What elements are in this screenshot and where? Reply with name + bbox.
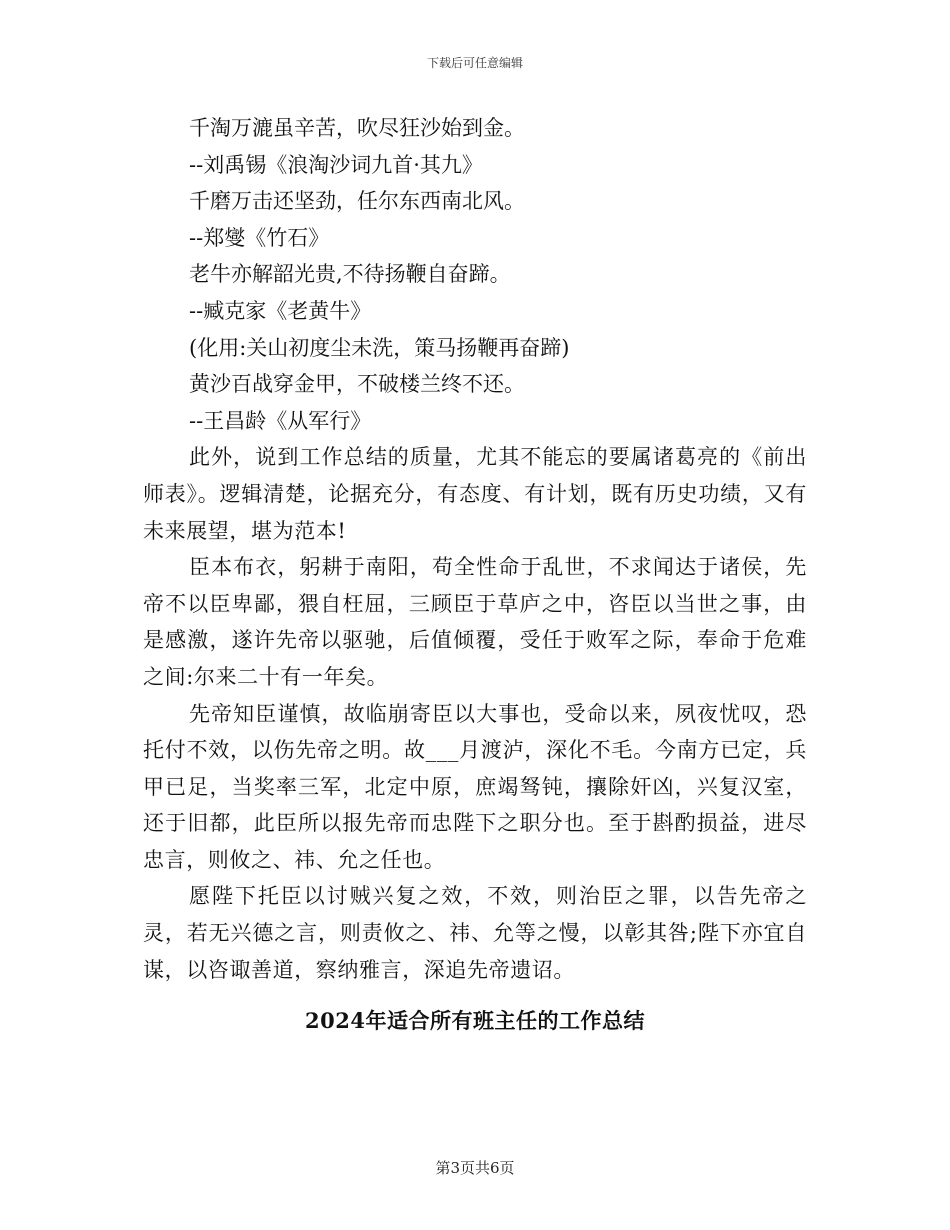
paragraph: 此外，说到工作总结的质量，尤其不能忘的要属诸葛亮的《前出师表》。逻辑清楚，论据充分，有态度、有计划，既有历史功绩，又有未来展望，堪为范本! bbox=[143, 445, 807, 543]
paragraph: 先帝知臣谨慎，故临崩寄臣以大事也，受命以来，夙夜忧叹，恐托付不效，以伤先帝之明。故___月渡泸，深化不毛。今南方已定，兵甲已足，当奖率三军，北定中原，庶竭驽钝，攘除奸凶，兴复汉室，还于旧都，此臣所以报先帝而忠陛下之职分也。至于斟酌损益，进尽忠言，则攸之、祎、允之任也。 bbox=[143, 701, 807, 872]
document-title: 2024年适合所有班主任的工作总结 bbox=[305, 1008, 645, 1033]
page-number: 第3页共6页 bbox=[435, 1159, 515, 1177]
document-body bbox=[143, 110, 807, 988]
poem-attribution: --刘禹锡《浪淘沙词九首·其九》 bbox=[189, 152, 483, 177]
poem-note: (化用:关山初度尘未洗，策马扬鞭再奋蹄) bbox=[189, 335, 570, 360]
paragraph: 愿陛下托臣以讨贼兴复之效，不效，则治臣之罪，以告先帝之灵，若无兴德之言，则责攸之、祎、允等之慢，以彰其咎;陛下亦宜自谋，以咨诹善道，察纳雅言，深追先帝遗诏。 bbox=[143, 884, 807, 982]
poem-line: 黄沙百战穿金甲，不破楼兰终不还。 bbox=[189, 372, 525, 397]
poem-line: 千淘万漉虽辛苦，吹尽狂沙始到金。 bbox=[189, 116, 525, 140]
poem-attribution: --郑燮《竹石》 bbox=[189, 225, 330, 250]
poem-attribution: --臧克家《老黄牛》 bbox=[189, 298, 372, 323]
page-header-note: 下载后可任意编辑 bbox=[426, 56, 523, 70]
poem-line: 千磨万击还坚劲，任尔东西南北风。 bbox=[189, 189, 525, 214]
paragraph: 臣本布衣，躬耕于南阳，苟全性命于乱世，不求闻达于诸侯，先帝不以臣卑鄙，猥自枉屈，三顾臣于草庐之中，咨臣以当世之事，由是感激，遂许先帝以驱驰，后值倾覆，受任于败军之际，奉命于危难之间:尔来二十有一年矣。 bbox=[143, 555, 807, 689]
poem-line: 老牛亦解韶光贵,不待扬鞭自奋蹄。 bbox=[189, 262, 511, 287]
poem-attribution: --王昌龄《从军行》 bbox=[189, 408, 372, 433]
